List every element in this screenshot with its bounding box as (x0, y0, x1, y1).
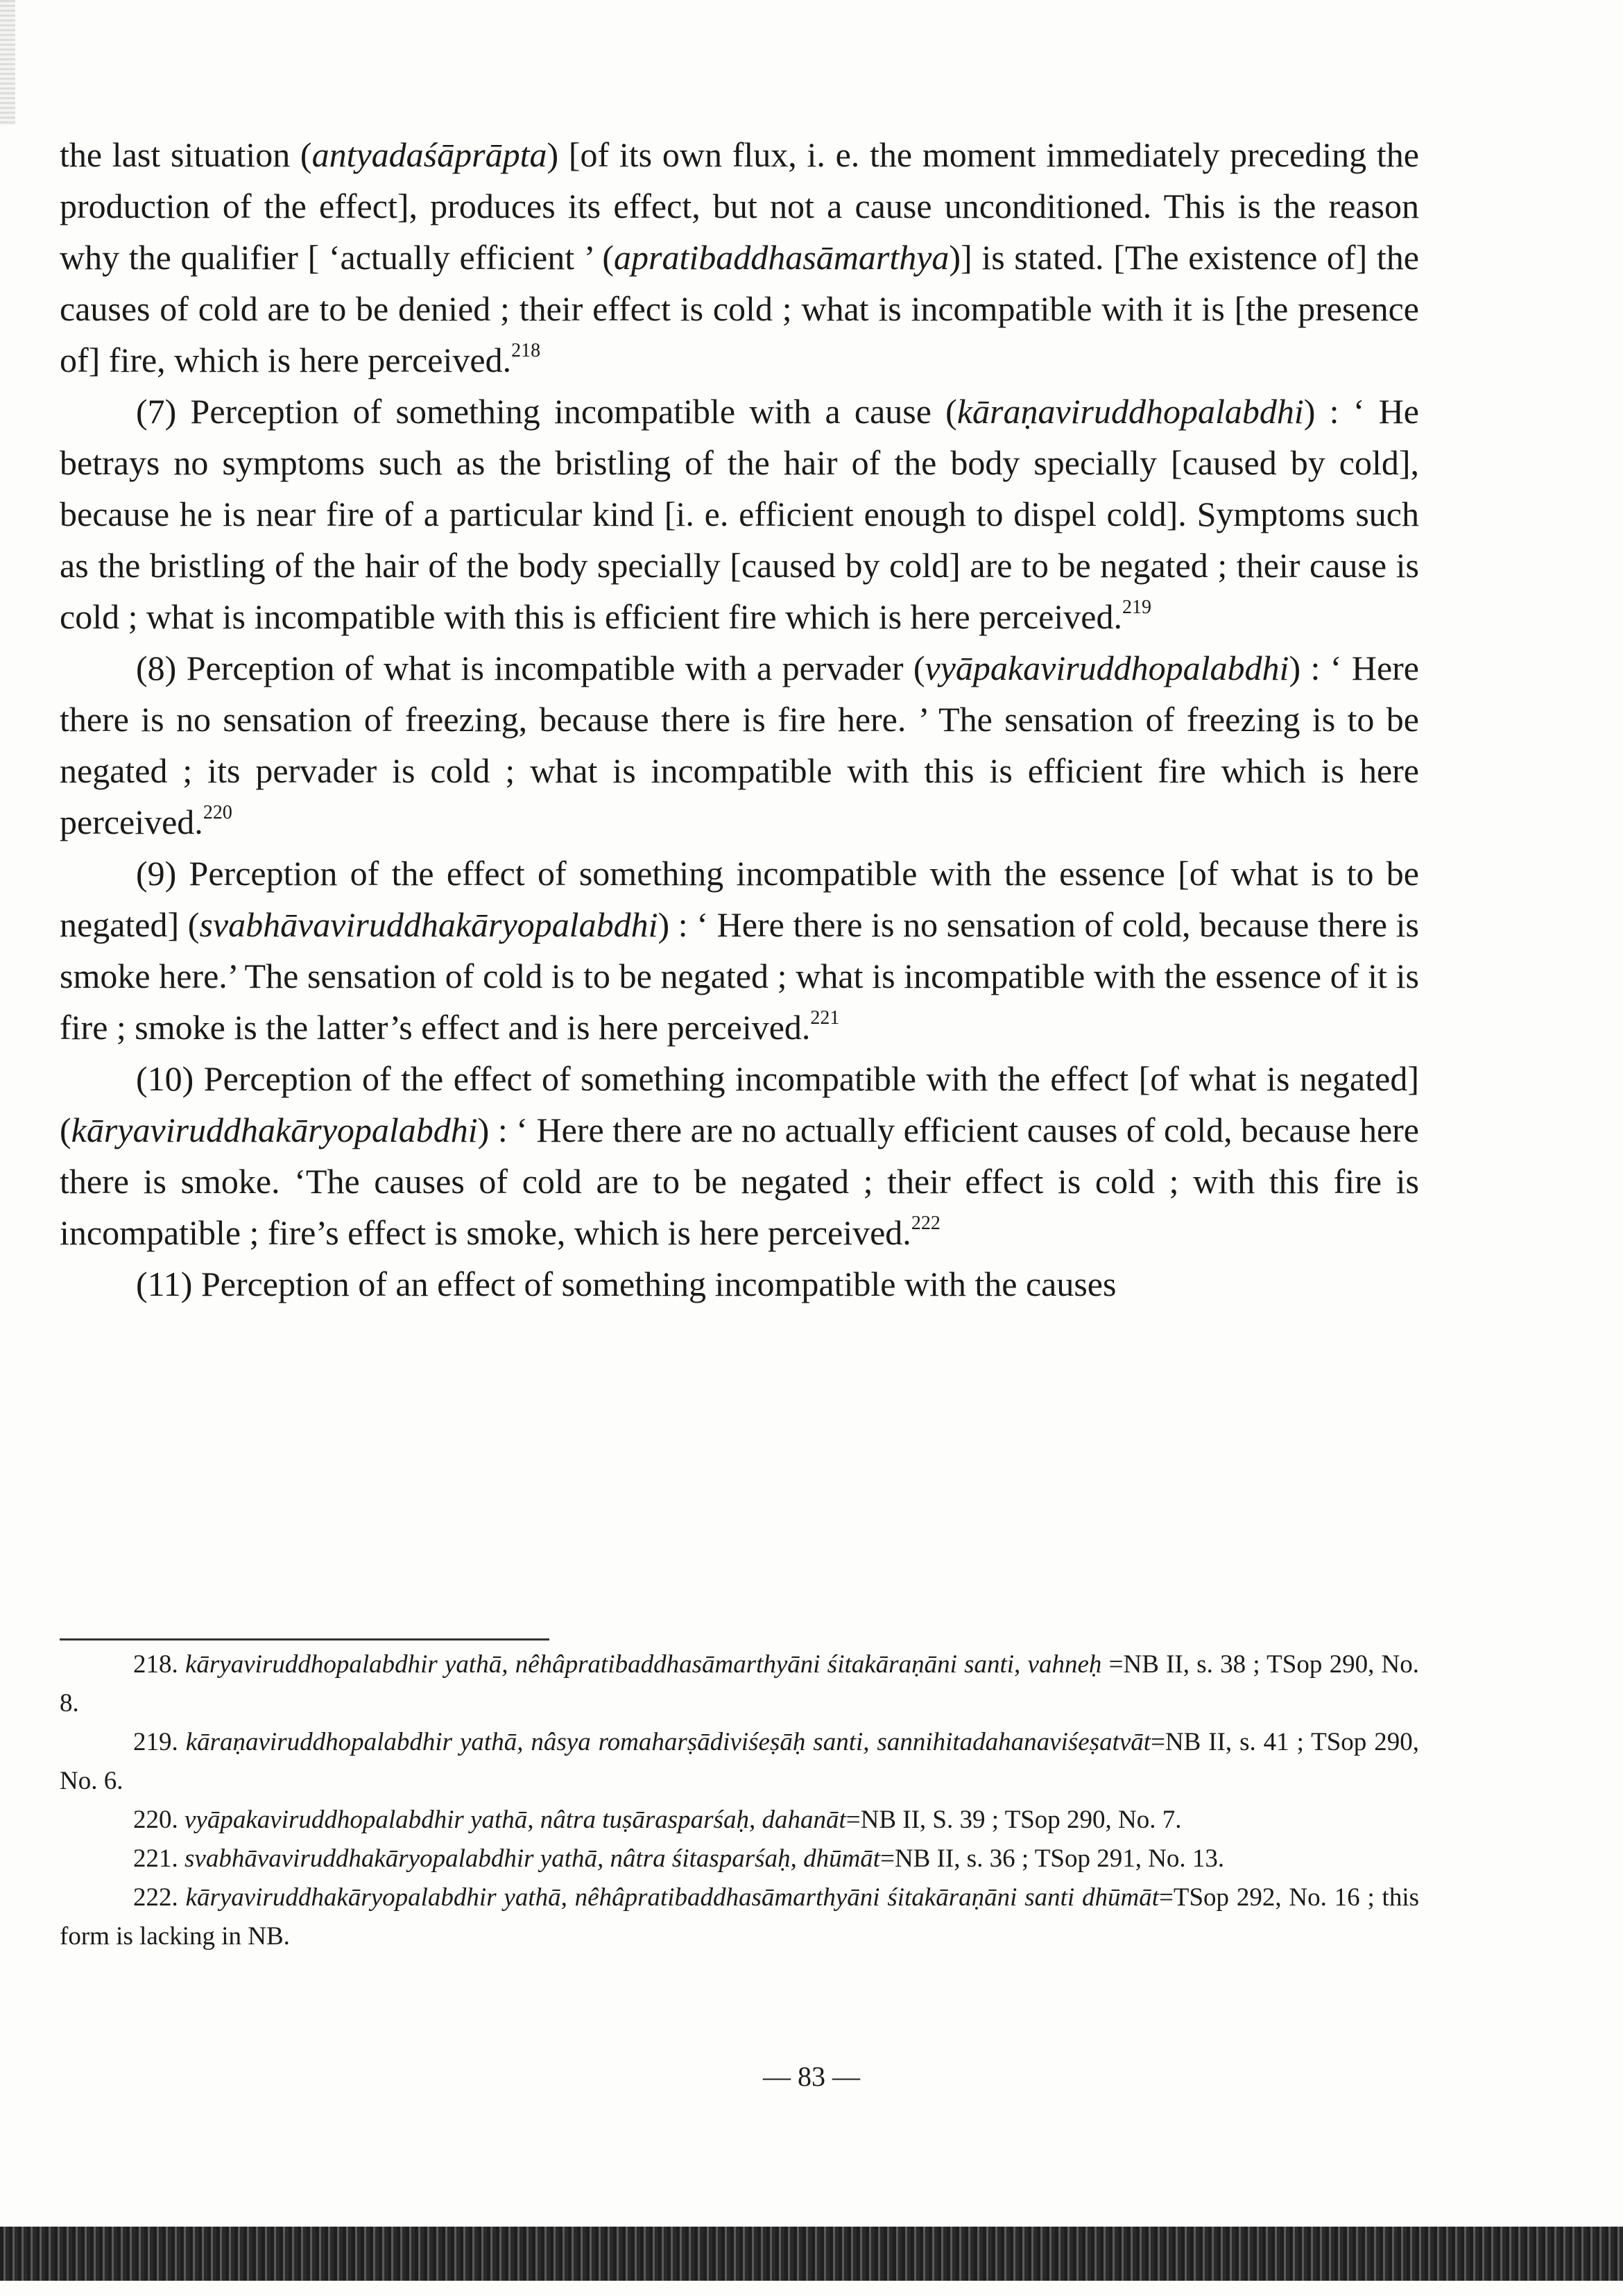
term-italic: kāraṇaviruddhopalabdhi (956, 392, 1304, 431)
term-italic: vyāpakaviruddhopalabdhi (925, 649, 1289, 687)
paragraph-11: (11) Perception of an effect of something incompatible with the causes (136, 1265, 1117, 1303)
footnote-ref-220[interactable]: 220 (203, 802, 232, 823)
footnote-218: 218. kāryaviruddhopalabdhir yathā, nêhâpratibaddhasāmarthyāni śitakāraṇāni santi, vahneḥ =NB II, s. 38 ; TSop 290, No. 8. (60, 1650, 1420, 1717)
footnotes (60, 1645, 1419, 1956)
footnote-ref-221[interactable]: 221 (810, 1007, 840, 1029)
main-text (60, 129, 1419, 1310)
term-italic: apratibaddhasāmarthya (614, 238, 950, 277)
footnote-222: 222. kāryaviruddhakāryopalabdhir yathā, nêhâpratibaddhasāmarthyāni śitakāraṇāni santi dhūmāt=TSop 292, No. 16 ; this form is lacking in NB. (60, 1883, 1420, 1951)
paragraph-8: (8) Perception of what is incompatible with a pervader (vyāpakaviruddhopalabdhi) : ‘ Here there is no sensation of freezing, because there is fire here. ’ The sensation of freezing is to be negated ; its pervader is cold ; what is incompatible with this is efficient fire which is here perceived.$^{220}$ (60, 649, 1419, 841)
scan-edge-artifact (0, 0, 15, 125)
footnote-ref-218[interactable]: 218 (511, 340, 541, 361)
footnote-221: 221. svabhāvaviruddhakāryopalabdhir yathā, nâtra śitasparśaḥ, dhūmāt=NB II, s. 36 ; TSop 291, No. 13. (133, 1844, 1225, 1873)
footnote-ref-219[interactable]: 219 (1122, 597, 1151, 618)
footnote-219: 219. kāraṇaviruddhopalabdhir yathā, nâsya romaharṣādiviśeṣāḥ santi, sannihitadahanaviśeṣatvāt=NB II, s. 41 ; TSop 290, No. 6. (60, 1728, 1419, 1795)
footnote-220: 220. vyāpakaviruddhopalabdhir yathā, nâtra tuṣārasparśaḥ, dahanāt=NB II, S. 39 ; TSop 290, No. 7. (133, 1806, 1182, 1834)
term-italic: kāryaviruddhakāryopalabdhi (71, 1111, 478, 1149)
paragraph-10: (10) Perception of the effect of something incompatible with the effect [of what is negated] (kāryaviruddhakāryopalabdhi) : ‘ Here there are no actually efficient causes of cold, because here there is smoke. ‘The causes of cold are to be negated ; their effect is cold ; with this fire is incompatible ; fire’s effect is smoke, which is here perceived.$^{222}$ (60, 1059, 1419, 1252)
term-italic: svabhāvaviruddhakāryopalabdhi (199, 905, 658, 944)
term-italic: antyadaśāprāpta (311, 135, 547, 174)
paragraph-continuation: the last situation (antyadaśāprāpta) [of its own flux, i. e. the moment immediately preceding the production of the effect], produces its effect, but not a cause unconditioned. This is the reason why the qualifier [ ‘actually efficient ’ (apratibaddhasāmarthya)] is stated. [The existence of] the causes of cold are to be denied ; their effect is cold ; what is incompatible with it is [the presence of] fire, which is here perceived.$^{218}$ (60, 135, 1419, 379)
page-number: — 83 — (763, 2061, 860, 2092)
footnote-rule (60, 1638, 549, 1640)
paragraph-7: (7) Perception of something incompatible with a cause (kāraṇaviruddhopalabdhi) : ‘ He betrays no symptoms such as the bristling of the hair of the body specially [caused by cold], because he is near fire of a particular kind [i. e. efficient enough to dispel cold]. Symptoms such as the bristling of the hair of the body specially [caused by cold] are to be negated ; their cause is cold ; what is incompatible with this is efficient fire which is here perceived.$^{219}$ (60, 392, 1420, 636)
paragraph-9: (9) Perception of the effect of something incompatible with the essence [of what is to be negated] (svabhāvaviruddhakāryopalabdhi) : ‘ Here there is no sensation of cold, because there is smoke here.’ The sensation of cold is to be negated ; what is incompatible with the essence of it is fire ; smoke is the latter’s effect and is here perceived.$^{221}$ (60, 854, 1419, 1047)
scan-bottom-band (0, 2227, 1623, 2281)
footnote-ref-222[interactable]: 222 (911, 1213, 941, 1234)
